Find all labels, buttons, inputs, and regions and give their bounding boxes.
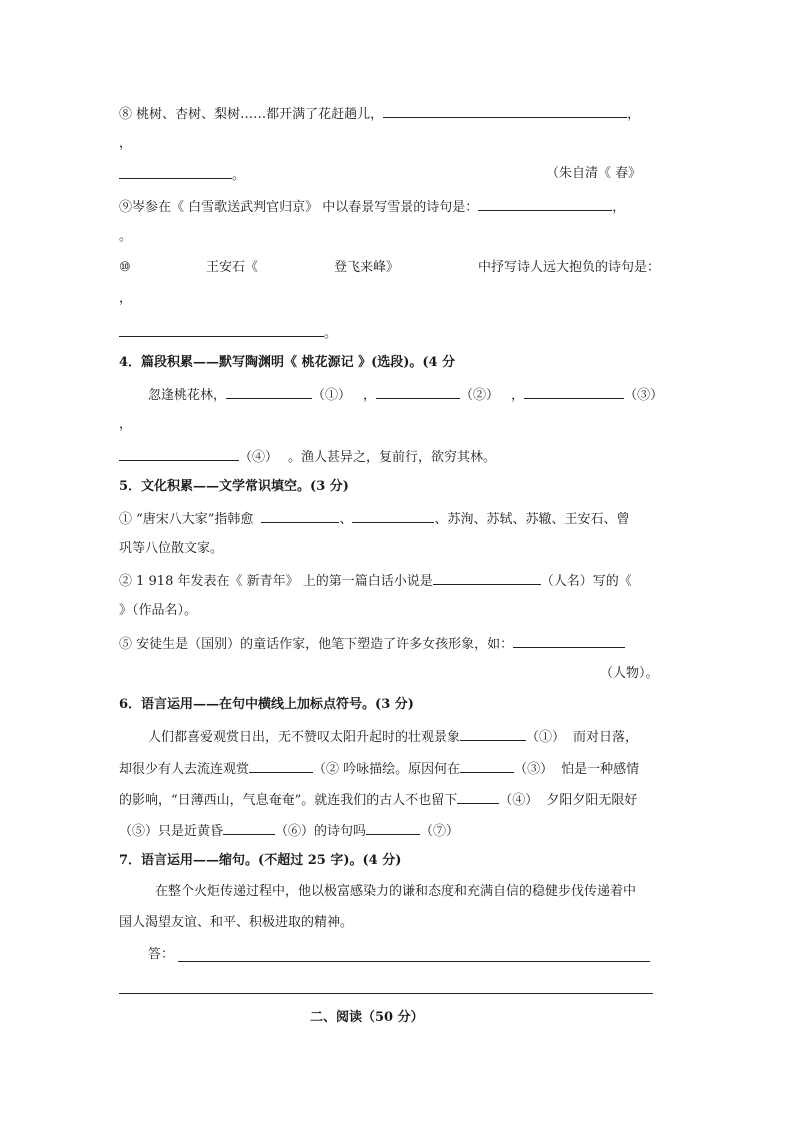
q4-line2 bbox=[119, 447, 496, 465]
q6-line3 bbox=[119, 790, 637, 808]
q6-l3-a: 的影响，“日薄西山，气息奄奄”。就连我们的古人不也留下 bbox=[119, 793, 458, 808]
blank[interactable] bbox=[366, 821, 420, 835]
q3-item9-text: ⑨岑参在《 白雪歌送武判官归京》 中以春景写雪景的诗句是： bbox=[119, 200, 479, 215]
punct: ， bbox=[511, 388, 525, 403]
q4-line1 bbox=[148, 385, 663, 403]
q6-l1-c: 而对日落， bbox=[573, 730, 639, 745]
blank[interactable] bbox=[433, 571, 541, 585]
mark: （②） bbox=[460, 388, 500, 403]
q6-heading: 6．语言运用——在句中横线上加标点符号。(3 分) bbox=[119, 697, 414, 712]
blank[interactable] bbox=[460, 759, 514, 773]
q5-item3-text: ⑤ 安徒生是（国别）的童话作家，他笔下塑造了许多女孩形象，如： bbox=[119, 637, 514, 652]
blank[interactable] bbox=[261, 509, 339, 523]
q3-item8 bbox=[119, 104, 640, 122]
q5-item3 bbox=[119, 634, 625, 652]
q6-l4-b: （⑥）的诗句吗 bbox=[275, 824, 367, 839]
blank[interactable] bbox=[524, 385, 624, 399]
mark: （⑦） bbox=[420, 824, 460, 839]
q5-item1 bbox=[119, 509, 629, 527]
blank[interactable] bbox=[223, 821, 275, 835]
q5-item3-end: （人物）。 bbox=[600, 666, 659, 681]
q3-item8-text: ⑧ 桃树、杏树、梨树……都开满了花赶趟儿， bbox=[119, 107, 384, 122]
q7-line2: 国人渴望友谊、和平、积极进取的精神。 bbox=[119, 915, 354, 930]
q4-line2-rest: 。渔人甚异之，复前行，欲穷其林。 bbox=[288, 450, 497, 465]
blank[interactable] bbox=[383, 104, 627, 118]
answer-line[interactable] bbox=[178, 961, 650, 962]
q3-item10-comma: ， bbox=[119, 291, 133, 306]
q4-comma: ， bbox=[119, 417, 133, 432]
q5-item1-start: ① “唐宋八大家”指韩愈 bbox=[119, 512, 254, 527]
q3-item10-rest: 中抒写诗人远大抱负的诗句是： bbox=[478, 260, 661, 275]
blank[interactable] bbox=[376, 385, 460, 399]
blank[interactable] bbox=[119, 165, 232, 179]
mark: （③） bbox=[514, 762, 554, 777]
q7-heading: 7．语言运用——缩句。(不超过 25 字)。(4 分) bbox=[119, 853, 402, 868]
blank[interactable] bbox=[457, 790, 499, 804]
q5-item2-mid: （人名）写的《 bbox=[540, 574, 632, 589]
q6-line4 bbox=[119, 821, 459, 839]
punct: ， bbox=[627, 107, 641, 122]
punct: 。 bbox=[232, 168, 246, 183]
q3-item8-comma: ， bbox=[119, 136, 133, 151]
mark: （①） bbox=[526, 730, 566, 745]
q7-answer-label: 答： bbox=[148, 947, 175, 962]
blank[interactable] bbox=[119, 323, 324, 337]
mark: （④） bbox=[239, 450, 279, 465]
q6-l2-d: 怕是一种感情 bbox=[561, 762, 640, 777]
section2-title: 二、阅读（50 分） bbox=[310, 1010, 424, 1025]
q4-heading: 4．篇段积累——默写陶渊明《 桃花源记 》(选段)。(4 分 bbox=[119, 355, 456, 370]
mark: （①） bbox=[312, 388, 352, 403]
punct: ， bbox=[363, 388, 377, 403]
q3-item10-num: ⑩ bbox=[119, 260, 131, 275]
q6-l4-a: （⑤）只是近黄昏 bbox=[119, 824, 224, 839]
q6-line2 bbox=[119, 759, 639, 777]
q3-item10-title: 登飞来峰》 bbox=[334, 260, 400, 275]
blank[interactable] bbox=[119, 447, 239, 461]
q5-heading: 5．文化积累——文学常识填空。(3 分) bbox=[119, 479, 349, 494]
blank[interactable] bbox=[460, 727, 526, 741]
blank[interactable] bbox=[513, 634, 625, 648]
blank[interactable] bbox=[226, 385, 312, 399]
q3-item10-author: 王安石《 bbox=[206, 260, 259, 275]
blank[interactable] bbox=[478, 197, 612, 211]
mark: （③） bbox=[624, 388, 664, 403]
answer-line-2[interactable] bbox=[119, 993, 653, 994]
q5-item1-rest: 、苏洵、苏轼、苏辙、王安石、曾 bbox=[434, 512, 630, 527]
q4-line1-start: 忽逢桃花林， bbox=[148, 388, 227, 403]
blank[interactable] bbox=[352, 509, 434, 523]
q7-line1: 在整个火炬传递过程中，他以极富感染力的谦和态度和充满自信的稳健步伐传递着中 bbox=[155, 884, 637, 899]
q3-item8-line3 bbox=[119, 165, 245, 183]
q6-l2-b: （② 吟咏描绘。原因何在 bbox=[313, 762, 461, 777]
q6-l2-a: 却很少有人去流连观赏 bbox=[119, 762, 250, 777]
blank[interactable] bbox=[249, 759, 313, 773]
q3-item8-source: （朱自清《 春》 bbox=[546, 166, 642, 181]
q6-line1 bbox=[148, 727, 638, 745]
punct: ， bbox=[612, 200, 626, 215]
q5-item2-cont: 》（作品名）。 bbox=[119, 603, 198, 618]
q6-l3-c: 夕阳夕阳无限好 bbox=[546, 793, 638, 808]
q3-item10-line3 bbox=[119, 323, 337, 341]
q3-item9 bbox=[119, 197, 625, 215]
punct: 。 bbox=[324, 326, 338, 341]
punct: 、 bbox=[339, 512, 353, 527]
q5-item2-start: ② 1 918 年发表在《 新青年》 上的第一篇白话小说是 bbox=[119, 574, 433, 589]
mark: （④） bbox=[499, 793, 539, 808]
q6-l1-a: 人们都喜爱观赏日出，无不赞叹太阳升起时的壮观景象 bbox=[148, 730, 461, 745]
q5-item1-cont: 巩等八位散文家。 bbox=[119, 541, 224, 556]
q5-item2 bbox=[119, 571, 632, 589]
q3-item9-period: 。 bbox=[119, 229, 133, 244]
